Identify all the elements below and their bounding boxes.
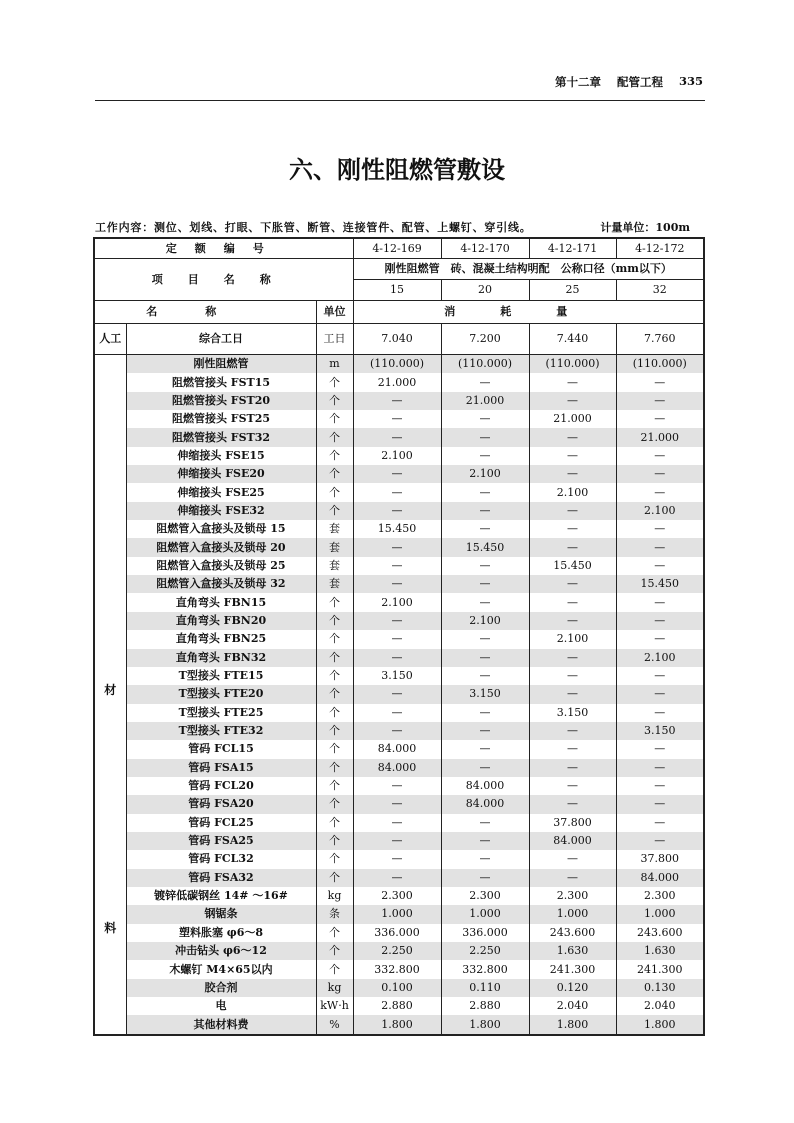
material-value: 3.150 bbox=[441, 685, 529, 703]
material-name: 镀锌低碳钢丝 14# ～16# bbox=[126, 887, 316, 905]
material-row bbox=[94, 924, 704, 942]
material-unit: 个 bbox=[316, 483, 353, 501]
item-description: 刚性阻燃管 砖、混凝土结构明配 公称口径（mm以下） bbox=[353, 259, 704, 280]
material-value: (110.000) bbox=[529, 355, 616, 374]
material-value: (110.000) bbox=[441, 355, 529, 374]
labor-row bbox=[94, 324, 704, 355]
material-value: 2.300 bbox=[441, 887, 529, 905]
material-value: 1.630 bbox=[616, 942, 704, 960]
material-name: 胶合剂 bbox=[126, 979, 316, 997]
quota-code: 4-12-170 bbox=[441, 238, 529, 259]
chapter-label: 第十二章 bbox=[554, 75, 601, 89]
material-value: 2.300 bbox=[616, 887, 704, 905]
material-value: — bbox=[529, 795, 616, 813]
material-row bbox=[94, 392, 704, 410]
material-unit: kW·h bbox=[316, 997, 353, 1015]
material-value: 3.150 bbox=[353, 667, 441, 685]
diameter-value: 25 bbox=[529, 280, 616, 301]
material-row bbox=[94, 814, 704, 832]
material-value: 0.100 bbox=[353, 979, 441, 997]
material-value: — bbox=[616, 667, 704, 685]
material-row bbox=[94, 795, 704, 813]
material-value: — bbox=[441, 502, 529, 520]
material-value: — bbox=[441, 575, 529, 593]
material-unit: % bbox=[316, 1015, 353, 1034]
labor-value: 7.440 bbox=[529, 324, 616, 355]
material-value: — bbox=[616, 538, 704, 556]
material-unit: 个 bbox=[316, 465, 353, 483]
material-value: 2.300 bbox=[353, 887, 441, 905]
material-value: — bbox=[441, 869, 529, 887]
item-name-label: 项目名称 bbox=[94, 259, 353, 301]
material-name: 钢锯条 bbox=[126, 905, 316, 923]
material-unit: 个 bbox=[316, 832, 353, 850]
material-unit: 套 bbox=[316, 538, 353, 556]
material-row bbox=[94, 502, 704, 520]
material-value: — bbox=[441, 447, 529, 465]
material-row bbox=[94, 630, 704, 648]
material-unit: 个 bbox=[316, 685, 353, 703]
material-unit: 套 bbox=[316, 557, 353, 575]
material-unit: 个 bbox=[316, 502, 353, 520]
material-row bbox=[94, 997, 704, 1015]
material-value: — bbox=[616, 593, 704, 611]
material-name: 管码 FSA32 bbox=[126, 869, 316, 887]
material-section bbox=[94, 355, 704, 1035]
material-value: 84.000 bbox=[353, 759, 441, 777]
material-row bbox=[94, 520, 704, 538]
material-name: 直角弯头 FBN15 bbox=[126, 593, 316, 611]
material-value: 37.800 bbox=[616, 850, 704, 868]
diameter-value: 32 bbox=[616, 280, 704, 301]
material-row bbox=[94, 667, 704, 685]
material-value: 15.450 bbox=[441, 538, 529, 556]
material-value: — bbox=[441, 722, 529, 740]
material-value: 21.000 bbox=[616, 428, 704, 446]
material-row bbox=[94, 483, 704, 501]
material-row bbox=[94, 557, 704, 575]
material-category-char: 料 bbox=[104, 921, 117, 936]
material-name: T型接头 FTE15 bbox=[126, 667, 316, 685]
material-row bbox=[94, 887, 704, 905]
material-name: 刚性阻燃管 bbox=[126, 355, 316, 374]
material-value: — bbox=[353, 814, 441, 832]
labor-value: 7.760 bbox=[616, 324, 704, 355]
labor-value: 7.200 bbox=[441, 324, 529, 355]
name-column-label: 名称 bbox=[94, 301, 316, 324]
diameter-value: 20 bbox=[441, 280, 529, 301]
material-value: — bbox=[441, 593, 529, 611]
material-unit: 个 bbox=[316, 814, 353, 832]
material-category-char: 材 bbox=[104, 683, 117, 698]
material-value: — bbox=[441, 667, 529, 685]
material-name: 管码 FCL15 bbox=[126, 740, 316, 758]
material-row bbox=[94, 759, 704, 777]
material-value: — bbox=[616, 447, 704, 465]
material-value: — bbox=[353, 649, 441, 667]
consumption-label: 消耗量 bbox=[353, 301, 704, 324]
material-name: 阻燃管入盒接头及锁母 25 bbox=[126, 557, 316, 575]
material-value: — bbox=[441, 557, 529, 575]
material-value: 1.000 bbox=[616, 905, 704, 923]
material-unit: 套 bbox=[316, 575, 353, 593]
material-value: — bbox=[529, 538, 616, 556]
material-name: 直角弯头 FBN32 bbox=[126, 649, 316, 667]
material-value: 84.000 bbox=[441, 777, 529, 795]
material-unit: 个 bbox=[316, 667, 353, 685]
material-unit: 个 bbox=[316, 410, 353, 428]
material-value: — bbox=[353, 850, 441, 868]
material-value: 243.600 bbox=[529, 924, 616, 942]
material-value: — bbox=[529, 685, 616, 703]
material-name: 阻燃管入盒接头及锁母 32 bbox=[126, 575, 316, 593]
material-value: — bbox=[353, 795, 441, 813]
quota-code: 4-12-172 bbox=[616, 238, 704, 259]
material-value: 241.300 bbox=[616, 960, 704, 978]
material-value: (110.000) bbox=[616, 355, 704, 374]
material-unit: 条 bbox=[316, 905, 353, 923]
material-row bbox=[94, 1015, 704, 1034]
material-unit: 个 bbox=[316, 777, 353, 795]
material-value: 3.150 bbox=[529, 704, 616, 722]
material-value: — bbox=[529, 428, 616, 446]
material-value: — bbox=[353, 502, 441, 520]
material-value: — bbox=[616, 410, 704, 428]
quota-code: 4-12-171 bbox=[529, 238, 616, 259]
material-value: 1.800 bbox=[353, 1015, 441, 1034]
material-value: 84.000 bbox=[616, 869, 704, 887]
material-value: 21.000 bbox=[441, 392, 529, 410]
material-value: 0.120 bbox=[529, 979, 616, 997]
material-value: — bbox=[529, 502, 616, 520]
material-unit: 个 bbox=[316, 960, 353, 978]
material-value: — bbox=[353, 538, 441, 556]
material-value: 84.000 bbox=[529, 832, 616, 850]
material-value: — bbox=[441, 520, 529, 538]
header-rule bbox=[95, 100, 705, 101]
material-value: — bbox=[353, 832, 441, 850]
material-value: — bbox=[353, 465, 441, 483]
material-name: 其他材料费 bbox=[126, 1015, 316, 1034]
material-name: 木螺钉 M4×65以内 bbox=[126, 960, 316, 978]
unit-column-label: 单位 bbox=[316, 301, 353, 324]
material-value: — bbox=[616, 795, 704, 813]
material-unit: 个 bbox=[316, 428, 353, 446]
page-title: 六、刚性阻燃管敷设 bbox=[289, 155, 505, 184]
material-unit: 个 bbox=[316, 392, 353, 410]
material-unit: 个 bbox=[316, 924, 353, 942]
material-unit: 个 bbox=[316, 630, 353, 648]
quota-table bbox=[93, 237, 705, 1036]
material-unit: 套 bbox=[316, 520, 353, 538]
material-value: 336.000 bbox=[353, 924, 441, 942]
material-row bbox=[94, 685, 704, 703]
material-unit: 个 bbox=[316, 850, 353, 868]
material-name: T型接头 FTE32 bbox=[126, 722, 316, 740]
material-value: — bbox=[353, 428, 441, 446]
material-value: — bbox=[529, 740, 616, 758]
material-value: 2.100 bbox=[441, 465, 529, 483]
material-value: — bbox=[441, 759, 529, 777]
material-name: 塑料胀塞 φ6～8 bbox=[126, 924, 316, 942]
material-value: 2.100 bbox=[616, 502, 704, 520]
material-unit: 个 bbox=[316, 612, 353, 630]
material-row bbox=[94, 593, 704, 611]
material-value: — bbox=[529, 373, 616, 391]
quota-code-label: 定额编号 bbox=[94, 238, 353, 259]
material-value: 0.110 bbox=[441, 979, 529, 997]
material-name: 管码 FSA20 bbox=[126, 795, 316, 813]
material-value: 3.150 bbox=[616, 722, 704, 740]
material-row bbox=[94, 905, 704, 923]
material-value: 1.000 bbox=[529, 905, 616, 923]
column-label-row bbox=[94, 301, 704, 324]
material-value: — bbox=[529, 520, 616, 538]
material-value: 336.000 bbox=[441, 924, 529, 942]
material-value: — bbox=[353, 777, 441, 795]
material-value: — bbox=[529, 575, 616, 593]
material-value: 2.100 bbox=[353, 447, 441, 465]
unit-of-measure: 计量单位：100m bbox=[600, 221, 690, 234]
material-value: — bbox=[616, 465, 704, 483]
material-value: — bbox=[529, 869, 616, 887]
material-row bbox=[94, 960, 704, 978]
page-number: 335 bbox=[678, 74, 703, 88]
material-value: — bbox=[616, 704, 704, 722]
material-value: — bbox=[353, 557, 441, 575]
material-value: 332.800 bbox=[353, 960, 441, 978]
material-unit: 个 bbox=[316, 722, 353, 740]
material-value: — bbox=[529, 850, 616, 868]
material-value: — bbox=[616, 557, 704, 575]
material-value: — bbox=[441, 428, 529, 446]
material-value: — bbox=[353, 685, 441, 703]
table-header-section bbox=[94, 238, 704, 355]
material-value: — bbox=[616, 630, 704, 648]
material-value: — bbox=[441, 704, 529, 722]
material-value: 2.100 bbox=[529, 483, 616, 501]
material-unit: 个 bbox=[316, 373, 353, 391]
material-value: 2.040 bbox=[616, 997, 704, 1015]
material-unit: 个 bbox=[316, 795, 353, 813]
material-value: — bbox=[441, 483, 529, 501]
material-name: 阻燃管接头 FST15 bbox=[126, 373, 316, 391]
material-value: — bbox=[529, 722, 616, 740]
material-row bbox=[94, 575, 704, 593]
material-name: 阻燃管接头 FST20 bbox=[126, 392, 316, 410]
material-value: 15.450 bbox=[529, 557, 616, 575]
running-head bbox=[555, 74, 703, 90]
material-unit: kg bbox=[316, 979, 353, 997]
material-value: — bbox=[616, 520, 704, 538]
material-value: — bbox=[441, 814, 529, 832]
material-value: (110.000) bbox=[353, 355, 441, 374]
material-value: 1.800 bbox=[529, 1015, 616, 1034]
material-row bbox=[94, 355, 704, 374]
material-unit: 个 bbox=[316, 649, 353, 667]
material-name: 伸缩接头 FSE32 bbox=[126, 502, 316, 520]
material-row bbox=[94, 538, 704, 556]
material-name: 伸缩接头 FSE15 bbox=[126, 447, 316, 465]
material-row bbox=[94, 373, 704, 391]
material-row bbox=[94, 832, 704, 850]
material-value: 15.450 bbox=[353, 520, 441, 538]
material-unit: 个 bbox=[316, 740, 353, 758]
material-name: 阻燃管入盒接头及锁母 20 bbox=[126, 538, 316, 556]
material-value: 84.000 bbox=[441, 795, 529, 813]
material-value: 21.000 bbox=[529, 410, 616, 428]
material-value: 1.800 bbox=[616, 1015, 704, 1034]
material-value: — bbox=[616, 392, 704, 410]
labor-category: 人工 bbox=[94, 324, 126, 355]
material-value: — bbox=[616, 685, 704, 703]
material-name: 阻燃管入盒接头及锁母 15 bbox=[126, 520, 316, 538]
material-name: 直角弯头 FBN25 bbox=[126, 630, 316, 648]
material-value: — bbox=[353, 410, 441, 428]
material-name: 伸缩接头 FSE20 bbox=[126, 465, 316, 483]
material-value: 21.000 bbox=[353, 373, 441, 391]
material-name: 阻燃管接头 FST25 bbox=[126, 410, 316, 428]
material-value: 2.100 bbox=[353, 593, 441, 611]
quota-code-row bbox=[94, 238, 704, 259]
material-name: 伸缩接头 FSE25 bbox=[126, 483, 316, 501]
material-value: — bbox=[529, 649, 616, 667]
material-value: — bbox=[441, 832, 529, 850]
section-label: 配管工程 bbox=[616, 75, 663, 89]
material-value: 37.800 bbox=[529, 814, 616, 832]
material-value: 2.250 bbox=[441, 942, 529, 960]
material-unit: 个 bbox=[316, 759, 353, 777]
material-row bbox=[94, 869, 704, 887]
material-name: 管码 FCL25 bbox=[126, 814, 316, 832]
material-unit: 个 bbox=[316, 593, 353, 611]
material-row bbox=[94, 722, 704, 740]
work-content: 工作内容：测位、划线、打眼、下胀管、断管、连接管件、配管、上螺钉、穿引线。 bbox=[95, 221, 532, 234]
material-row bbox=[94, 447, 704, 465]
material-value: — bbox=[353, 612, 441, 630]
material-unit: 个 bbox=[316, 942, 353, 960]
material-row bbox=[94, 465, 704, 483]
material-value: 2.880 bbox=[353, 997, 441, 1015]
material-value: — bbox=[353, 630, 441, 648]
material-value: — bbox=[353, 575, 441, 593]
material-name: 电 bbox=[126, 997, 316, 1015]
material-value: — bbox=[441, 649, 529, 667]
material-value: 0.130 bbox=[616, 979, 704, 997]
material-value: 332.800 bbox=[441, 960, 529, 978]
material-value: — bbox=[353, 722, 441, 740]
material-value: — bbox=[353, 392, 441, 410]
labor-unit: 工日 bbox=[316, 324, 353, 355]
material-value: — bbox=[529, 593, 616, 611]
quota-code: 4-12-169 bbox=[353, 238, 441, 259]
material-value: — bbox=[529, 447, 616, 465]
material-value: — bbox=[616, 777, 704, 795]
material-name: 管码 FSA15 bbox=[126, 759, 316, 777]
material-value: 2.100 bbox=[441, 612, 529, 630]
material-row bbox=[94, 410, 704, 428]
material-value: — bbox=[529, 667, 616, 685]
work-content-line bbox=[95, 219, 690, 235]
material-unit: 个 bbox=[316, 869, 353, 887]
material-row bbox=[94, 612, 704, 630]
material-unit: kg bbox=[316, 887, 353, 905]
material-row bbox=[94, 979, 704, 997]
item-description-row bbox=[94, 259, 704, 280]
material-value: — bbox=[353, 869, 441, 887]
material-value: — bbox=[529, 392, 616, 410]
material-value: 15.450 bbox=[616, 575, 704, 593]
material-value: 2.250 bbox=[353, 942, 441, 960]
material-name: 冲击钻头 φ6～12 bbox=[126, 942, 316, 960]
material-name: 管码 FSA25 bbox=[126, 832, 316, 850]
diameter-value: 15 bbox=[353, 280, 441, 301]
material-value: — bbox=[616, 373, 704, 391]
material-value: — bbox=[616, 612, 704, 630]
material-value: — bbox=[616, 740, 704, 758]
material-name: T型接头 FTE25 bbox=[126, 704, 316, 722]
material-value: — bbox=[529, 465, 616, 483]
material-value: 84.000 bbox=[353, 740, 441, 758]
material-value: 2.300 bbox=[529, 887, 616, 905]
material-unit: m bbox=[316, 355, 353, 374]
material-value: 1.800 bbox=[441, 1015, 529, 1034]
material-row bbox=[94, 777, 704, 795]
material-value: — bbox=[616, 483, 704, 501]
material-value: — bbox=[441, 630, 529, 648]
material-value: — bbox=[529, 759, 616, 777]
material-value: 1.000 bbox=[353, 905, 441, 923]
material-value: — bbox=[616, 759, 704, 777]
material-value: — bbox=[441, 740, 529, 758]
material-unit: 个 bbox=[316, 704, 353, 722]
material-value: — bbox=[353, 704, 441, 722]
material-unit: 个 bbox=[316, 447, 353, 465]
material-value: — bbox=[441, 410, 529, 428]
material-name: 管码 FCL32 bbox=[126, 850, 316, 868]
material-row bbox=[94, 942, 704, 960]
material-value: 243.600 bbox=[616, 924, 704, 942]
material-value: 2.100 bbox=[529, 630, 616, 648]
material-value: — bbox=[529, 777, 616, 795]
material-name: 直角弯头 FBN20 bbox=[126, 612, 316, 630]
material-category bbox=[94, 355, 126, 1035]
material-value: 1.000 bbox=[441, 905, 529, 923]
labor-name: 综合工日 bbox=[126, 324, 316, 355]
material-value: 241.300 bbox=[529, 960, 616, 978]
material-value: 2.040 bbox=[529, 997, 616, 1015]
material-value: — bbox=[616, 832, 704, 850]
material-row bbox=[94, 740, 704, 758]
material-value: — bbox=[353, 483, 441, 501]
material-row bbox=[94, 850, 704, 868]
material-value: 2.880 bbox=[441, 997, 529, 1015]
material-value: 2.100 bbox=[616, 649, 704, 667]
material-row bbox=[94, 704, 704, 722]
material-row bbox=[94, 649, 704, 667]
material-row bbox=[94, 428, 704, 446]
material-value: — bbox=[441, 850, 529, 868]
labor-value: 7.040 bbox=[353, 324, 441, 355]
material-value: — bbox=[616, 814, 704, 832]
material-value: — bbox=[529, 612, 616, 630]
material-name: 阻燃管接头 FST32 bbox=[126, 428, 316, 446]
material-name: T型接头 FTE20 bbox=[126, 685, 316, 703]
material-name: 管码 FCL20 bbox=[126, 777, 316, 795]
material-value: 1.630 bbox=[529, 942, 616, 960]
material-value: — bbox=[441, 373, 529, 391]
